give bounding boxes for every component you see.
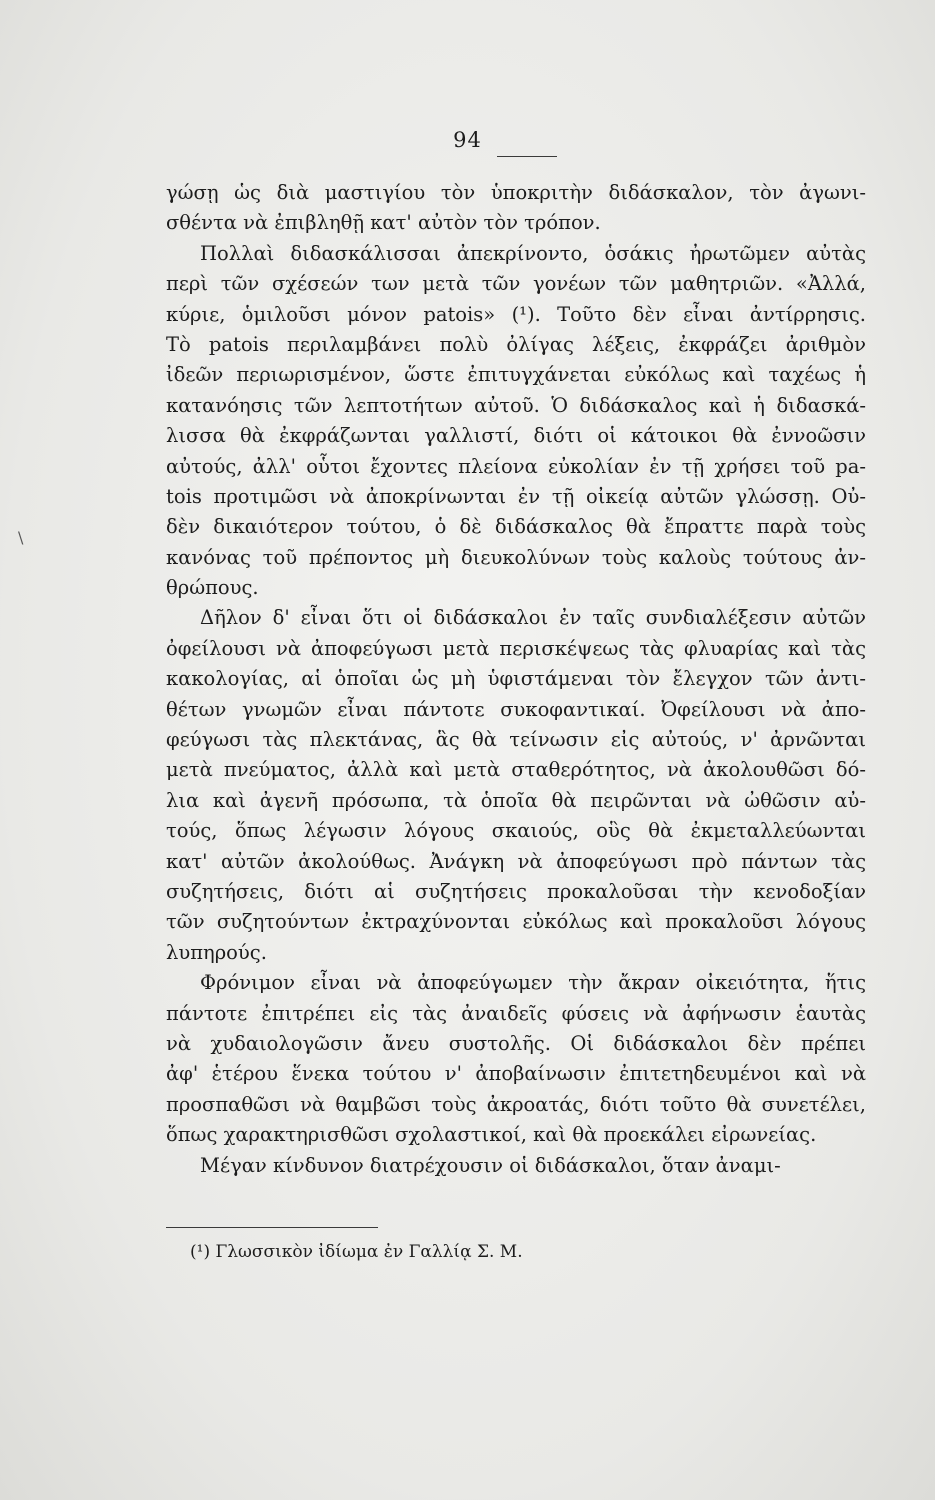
text-line: Τὸ patois περιλαμβάνει πολὺ ὀλίγας λέξεις, ἐκφράζει ἀριθμὸν — [166, 332, 866, 356]
text-line: λυπηρούς. — [166, 940, 267, 964]
text-line: Πολλαὶ διδασκάλισσαι ἀπεκρίνοντο, ὁσάκις ἠρωτῶμεν αὐτὰς — [200, 241, 866, 265]
text-line: κακολογίας, αἱ ὁποῖαι ὡς μὴ ὑφιστάμεναι τὸν ἔλεγχον τῶν ἀντι- — [166, 667, 866, 691]
text-line: σθέντα νὰ ἐπιβληθῇ κατ' αὐτὸν τὸν τρόπον. — [166, 211, 601, 235]
page-number: 94 — [453, 128, 482, 152]
text-line: κατανόησις τῶν λεπτοτήτων αὐτοῦ. Ὁ διδάσκαλος καὶ ἡ διδασκά- — [166, 393, 866, 417]
text-line: μετὰ πνεύματος, ἀλλὰ καὶ μετὰ σταθερότητος, νὰ ἀκολουθῶσι δό- — [166, 758, 866, 782]
paragraph — [166, 603, 866, 968]
text-line: τῶν συζητούντων ἐκτραχύνονται εὐκόλως καὶ προκαλοῦσι λόγους — [166, 910, 866, 934]
paragraph — [166, 178, 866, 239]
text-line: συζητήσεις, διότι αἱ συζητήσεις προκαλοῦσαι τὴν κενοδοξίαν — [166, 879, 866, 903]
text-line: ὀφείλουσι νὰ ἀποφεύγωσι μετὰ περισκέψεως τὰς φλυαρίας καὶ τὰς — [166, 636, 866, 660]
text-line: γώσῃ ὡς διὰ μαστιγίου τὸν ὑποκριτὴν διδάσκαλον, τὸν ἀγωνι- — [166, 181, 866, 204]
text-line: κατ' αὐτῶν ἀκολούθως. Ἀνάγκη νὰ ἀποφεύγωσι πρὸ πάντων τὰς — [166, 849, 866, 873]
text-line: θέτων γνωμῶν εἶναι πάντοτε συκοφαντικαί. Ὀφείλουσι νὰ ἀπο- — [166, 697, 866, 721]
text-line: προσπαθῶσι νὰ θαμβῶσι τοὺς ἀκροατάς, διότι τοῦτο θὰ συνετέλει, — [166, 1092, 866, 1116]
footnote-rule — [166, 1227, 378, 1228]
text-line: tois προτιμῶσι νὰ ἀποκρίνωνται ἐν τῇ οἰκείᾳ αὐτῶν γλώσσῃ. Οὐ- — [166, 484, 866, 508]
text-line: περὶ τῶν σχέσεών των μετὰ τῶν γονέων τῶν μαθητριῶν. «Ἀλλά, — [166, 272, 866, 296]
text-line: θρώπους. — [166, 576, 259, 600]
text-line: νὰ χυδαιολογῶσιν ἄνευ συστολῆς. Οἱ διδάσκαλοι δὲν πρέπει — [166, 1031, 866, 1055]
text-line: κύριε, ὁμιλοῦσι μόνον patois» (¹). Τοῦτο δὲν εἶναι ἀντίρρησις. — [166, 302, 866, 326]
footnote: (¹) Γλωσσικὸν ἰδίωμα ἐν Γαλλίᾳ Σ. Μ. — [190, 1242, 523, 1262]
page-number-rule — [497, 156, 557, 157]
paragraph — [166, 1151, 866, 1181]
text-line: Φρόνιμον εἶναι νὰ ἀποφεύγωμεν τὴν ἄκραν οἰκειότητα, ἥτις — [200, 971, 866, 995]
text-line: κανόνας τοῦ πρέποντος μὴ διευκολύνων τοὺς καλοὺς τούτους ἀν- — [166, 545, 866, 569]
text-line: πάντοτε ἐπιτρέπει εἰς τὰς ἀναιδεῖς φύσεις νὰ ἀφήνωσιν ἑαυτὰς — [166, 1001, 866, 1025]
text-line: ἀφ' ἑτέρου ἕνεκα τούτου ν' ἀποβαίνωσιν ἐπιτετηδευμένοι καὶ νὰ — [166, 1062, 866, 1086]
text-line: αὐτούς, ἀλλ' οὗτοι ἔχοντες πλείονα εὐκολίαν ἐν τῇ χρήσει τοῦ pa- — [166, 454, 866, 478]
text-line: λια καὶ ἀγενῆ πρόσωπα, τὰ ὁποῖα θὰ πειρῶνται νὰ ὠθῶσιν αὐ- — [166, 788, 866, 812]
paragraph — [166, 239, 866, 604]
text-line: λισσα θὰ ἐκφράζωνται γαλλιστί, διότι οἱ κάτοικοι θὰ ἐννοῶσιν — [166, 424, 866, 448]
text-line: ἰδεῶν περιωρισμένον, ὥστε ἐπιτυγχάνεται εὐκόλως καὶ ταχέως ἡ — [166, 363, 866, 387]
paragraph — [166, 968, 866, 1150]
body-text — [166, 178, 866, 1181]
text-line: Δῆλον δ' εἶναι ὅτι οἱ διδάσκαλοι ἐν ταῖς συνδιαλέξεσιν αὐτῶν — [200, 606, 866, 630]
text-line: Μέγαν κίνδυνον διατρέχουσιν οἱ διδάσκαλοι, ὅταν ἀναμι- — [200, 1153, 781, 1177]
text-line: τούς, ὅπως λέγωσιν λόγους σκαιούς, οὓς θὰ ἐκμεταλλεύωνται — [166, 819, 866, 843]
text-line: ὅπως χαρακτηρισθῶσι σχολαστικοί, καὶ θὰ προεκάλει εἰρωνείας. — [166, 1123, 817, 1147]
margin-mark: \ — [18, 528, 24, 547]
text-line: φεύγωσι τὰς πλεκτάνας, ἃς θὰ τείνωσιν εἰς αὐτούς, ν' ἀρνῶνται — [166, 728, 866, 752]
text-line: δὲν δικαιότερον τούτου, ὁ δὲ διδάσκαλος θὰ ἔπραττε παρὰ τοὺς — [166, 515, 866, 539]
